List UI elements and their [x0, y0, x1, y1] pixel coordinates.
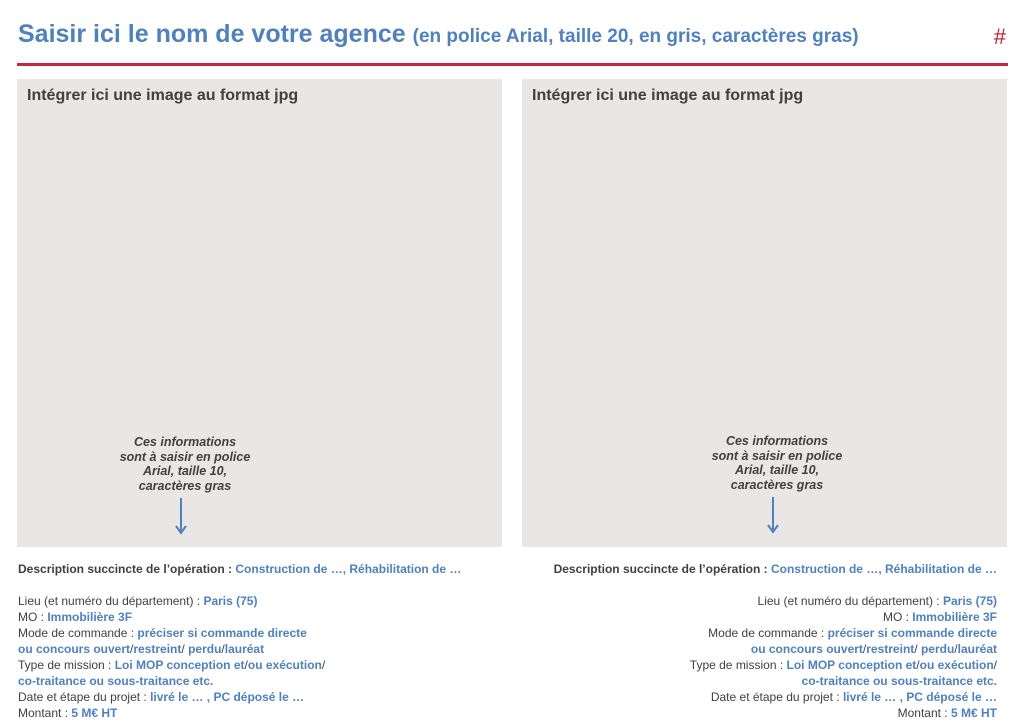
mode-value-part[interactable]: perdu: [917, 642, 955, 656]
note-line: Ces informations: [725, 434, 829, 448]
montant-value[interactable]: 5 M€ HT: [71, 706, 118, 720]
mission-value-part[interactable]: Loi MOP conception et: [786, 658, 917, 672]
mode-value-part[interactable]: lauréat: [224, 642, 265, 656]
mode-label: Mode de commande :: [708, 626, 828, 640]
slash: /: [954, 642, 958, 656]
arrow-down-icon: [174, 498, 188, 536]
note-line: caractères gras: [138, 478, 232, 493]
lieu-line: [18, 593, 508, 609]
mission-value[interactable]: co-traitance ou sous-traitance etc.: [801, 674, 997, 688]
mode-value-part[interactable]: ou concours ouvert: [750, 642, 863, 656]
description-label: Description succincte de l’opération :: [553, 562, 771, 576]
mo-line: [507, 609, 997, 625]
mission-label: Type de mission :: [18, 658, 115, 672]
note-line: Arial, taille 10,: [142, 464, 228, 479]
lieu-value[interactable]: Paris (75): [203, 594, 258, 608]
mo-value[interactable]: Immobilière 3F: [912, 610, 997, 624]
mode-line-2: [507, 641, 997, 657]
image-placeholder-label: Intégrer ici une image au format jpg: [27, 87, 299, 104]
date-line: [18, 689, 508, 705]
mode-line: [18, 625, 508, 641]
mo-label: MO :: [18, 610, 48, 624]
mode-value[interactable]: préciser si commande directe: [827, 626, 997, 640]
agency-hint: (en police Arial, taille 20, en gris, caractères gras): [412, 26, 859, 47]
note-line: caractères gras: [730, 477, 824, 492]
agency-title: [18, 20, 1008, 49]
description-value[interactable]: Construction de …, Réhabilitation de …: [770, 562, 997, 576]
image-placeholder-label: Intégrer ici une image au format jpg: [532, 87, 804, 104]
note-line: Arial, taille 10,: [734, 463, 820, 478]
lieu-label: Lieu (et numéro du département) :: [18, 594, 204, 608]
font-instruction-note: [697, 434, 857, 492]
slash: /: [181, 642, 185, 656]
montant-value[interactable]: 5 M€ HT: [950, 706, 997, 720]
note-line: sont à saisir en police: [711, 448, 843, 463]
mode-value-part[interactable]: ou concours ouvert: [18, 642, 131, 656]
montant-line: [507, 705, 997, 721]
slash: /: [244, 658, 248, 672]
mo-value[interactable]: Immobilière 3F: [47, 610, 133, 624]
mission-value[interactable]: co-traitance ou sous-traitance etc.: [18, 674, 214, 688]
mo-label: MO :: [882, 610, 913, 624]
date-line: [507, 689, 997, 705]
montant-line: [18, 705, 508, 721]
mode-value-part[interactable]: restreint: [133, 642, 182, 656]
mode-value-part[interactable]: restreint: [866, 642, 915, 656]
slash: /: [221, 642, 225, 656]
mission-line: [18, 657, 508, 673]
mission-label: Type de mission :: [689, 658, 787, 672]
note-line: Ces informations: [133, 435, 237, 449]
mode-label: Mode de commande :: [18, 626, 138, 640]
arrow-down-icon: [766, 497, 780, 535]
mode-value-part[interactable]: perdu: [184, 642, 222, 656]
date-label: Date et étape du projet :: [710, 690, 843, 704]
agency-name: Saisir ici le nom de votre agence: [18, 20, 406, 48]
mission-value-part[interactable]: ou exécution: [919, 658, 994, 672]
description-value[interactable]: Construction de …, Réhabilitation de …: [235, 562, 462, 576]
description-label: Description succincte de l’opération :: [18, 562, 236, 576]
mission-line-2: [18, 673, 508, 689]
font-instruction-note: [105, 435, 265, 493]
mission-value-part[interactable]: ou exécution: [247, 658, 322, 672]
project-info-left: [18, 561, 508, 721]
mo-line: [18, 609, 508, 625]
slash: /: [993, 658, 997, 672]
mode-line-2: [18, 641, 508, 657]
mission-line-2: [507, 673, 997, 689]
slash: /: [862, 642, 867, 656]
header: [18, 20, 1008, 56]
lieu-label: Lieu (et numéro du département) :: [757, 594, 943, 608]
project-info-right: [507, 561, 997, 721]
image-placeholder-right[interactable]: [522, 79, 1007, 547]
mode-value[interactable]: préciser si commande directe: [137, 626, 307, 640]
montant-label: Montant :: [18, 706, 72, 720]
mode-line: [507, 625, 997, 641]
header-divider: [17, 63, 1008, 66]
lieu-line: [507, 593, 997, 609]
mode-value-part[interactable]: lauréat: [957, 642, 997, 656]
slash: /: [914, 642, 918, 656]
note-line: sont à saisir en police: [119, 449, 251, 464]
date-label: Date et étape du projet :: [18, 690, 151, 704]
date-value[interactable]: livré le … , PC déposé le …: [842, 690, 997, 704]
description-line: [18, 561, 508, 577]
lieu-value[interactable]: Paris (75): [942, 594, 997, 608]
slash: /: [321, 658, 326, 672]
page-number-marker: #: [993, 24, 1006, 49]
mission-line: [507, 657, 997, 673]
date-value[interactable]: livré le … , PC déposé le …: [150, 690, 305, 704]
slash: /: [916, 658, 920, 672]
mission-value-part[interactable]: Loi MOP conception et: [114, 658, 245, 672]
image-placeholder-left[interactable]: [17, 79, 502, 547]
slash: /: [130, 642, 134, 656]
montant-label: Montant :: [897, 706, 951, 720]
description-line: [507, 561, 997, 577]
